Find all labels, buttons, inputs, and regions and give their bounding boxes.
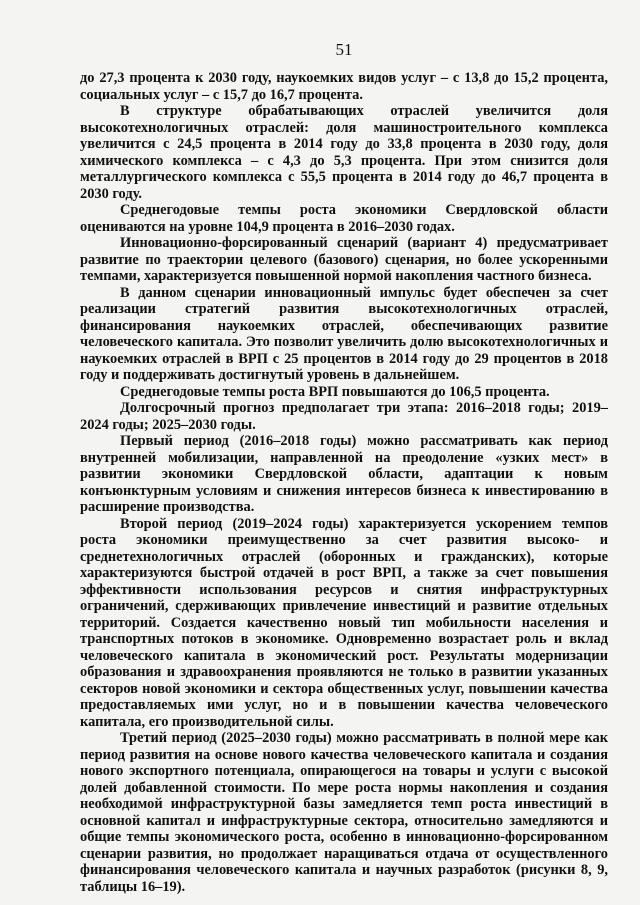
page-number: 51 — [335, 40, 353, 59]
paragraph-grp-growth: Среднегодовые темпы роста ВРП повышаются до 106,5 процента. — [120, 383, 550, 400]
paragraph-third-period: Третий период (2025–2030 годы) можно рассматривать в полной мере как период развития на основе нового качества человеческого капитала и создания нового экспортного потенциала, опирающегося на товары и услуги с высокой долей добавленной стоимости. По мере роста нормы накопления и создания необходимой инфраструктурной базы замедляется темп роста инвестиций в основной капитал и инфраструктурные сектора, относительно замедляются и общие темпы экономического роста, особенно в инновационно-форсированном сценарии развития, но продолжает наращиваться отдача от осуществленного финансирования человеческого капитала и научных разработок (рисунки 8, 9, таблицы 16–19). — [80, 730, 608, 895]
paragraph-second-period: Второй период (2019–2024 годы) характеризуется ускорением темпов роста экономики преимущественно за счет развития высоко- и среднетехнологичных отраслей (оборонных и гражданских), которые характеризуются быстрой отдачей в рост ВРП, а также за счет повышения эффективности использования ресурсов и снятия инфраструктурных ограничений, сдерживающих привлечение инвестиций и развитие отдельных территорий. Создается качественно новый тип мобильности населения и транспортных потоков в экономике. Одновременно возрастает роль и вклад человеческого капитала в экономический рост. Результаты модернизации образования и здравоохранения проявляются не только в развитии указанных секторов новой экономики и сектора общественных услуг, повышении качества предоставляемых ими услуг, но и в повышении качества человеческого капитала, его производительной силы. — [80, 515, 608, 730]
paragraph-forecast-stages: Долгосрочный прогноз предполагает три этапа: 2016–2018 годы; 2019–2024 годы; 2025–2030 годы. — [80, 400, 608, 433]
paragraph-innovation-impulse: В данном сценарии инновационный импульс будет обеспечен за счет реализации стратегий развития высокотехнологичных отраслей, финансирования наукоемких отраслей, обеспечивающих развитие человеческого капитала. Это позволит увеличить долю высокотехнологичных и наукоемких отраслей в ВРП с 25 процентов в 2014 году до 29 процентов в 2018 году и поддерживать достигнутый уровень в дальнейшем. — [80, 284, 608, 383]
paragraph-continuation: до 27,3 процента к 2030 году, наукоемких видов услуг – с 13,8 до 15,2 процента, социальных услуг – с 15,7 до 16,7 процента. — [80, 70, 608, 103]
paragraph-manufacturing-structure: В структуре обрабатывающих отраслей увеличится доля высокотехнологичных отраслей: доля машиностроительного комплекса увеличится с 24,5 процента в 2014 году до 33,8 процента в 2030 году, доля химического комплекса – с 4,3 до 5,3 процента. При этом снизится доля металлургического комплекса с 55,5 процента в 2014 году до 46,7 процента в 2030 году. — [80, 103, 608, 202]
paragraph-first-period: Первый период (2016–2018 годы) можно рассматривать как период внутренней мобилизации, направленной на преодоление «узких мест» в развитии экономики Свердловской области, адаптации к новым конъюнктурным условиям и снижения интересов бизнеса к инвестированию в расширение производства. — [80, 433, 608, 515]
paragraph-growth-rate: Среднегодовые темпы роста экономики Свердловской области оцениваются на уровне 104,9 процента в 2016–2030 годах. — [80, 202, 608, 235]
paragraph-innovation-scenario: Инновационно-форсированный сценарий (вариант 4) предусматривает развитие по траектории целевого (базового) сценария, но более ускоренными темпами, характеризуется повышенной нормой накопления частного бизнеса. — [80, 235, 608, 284]
